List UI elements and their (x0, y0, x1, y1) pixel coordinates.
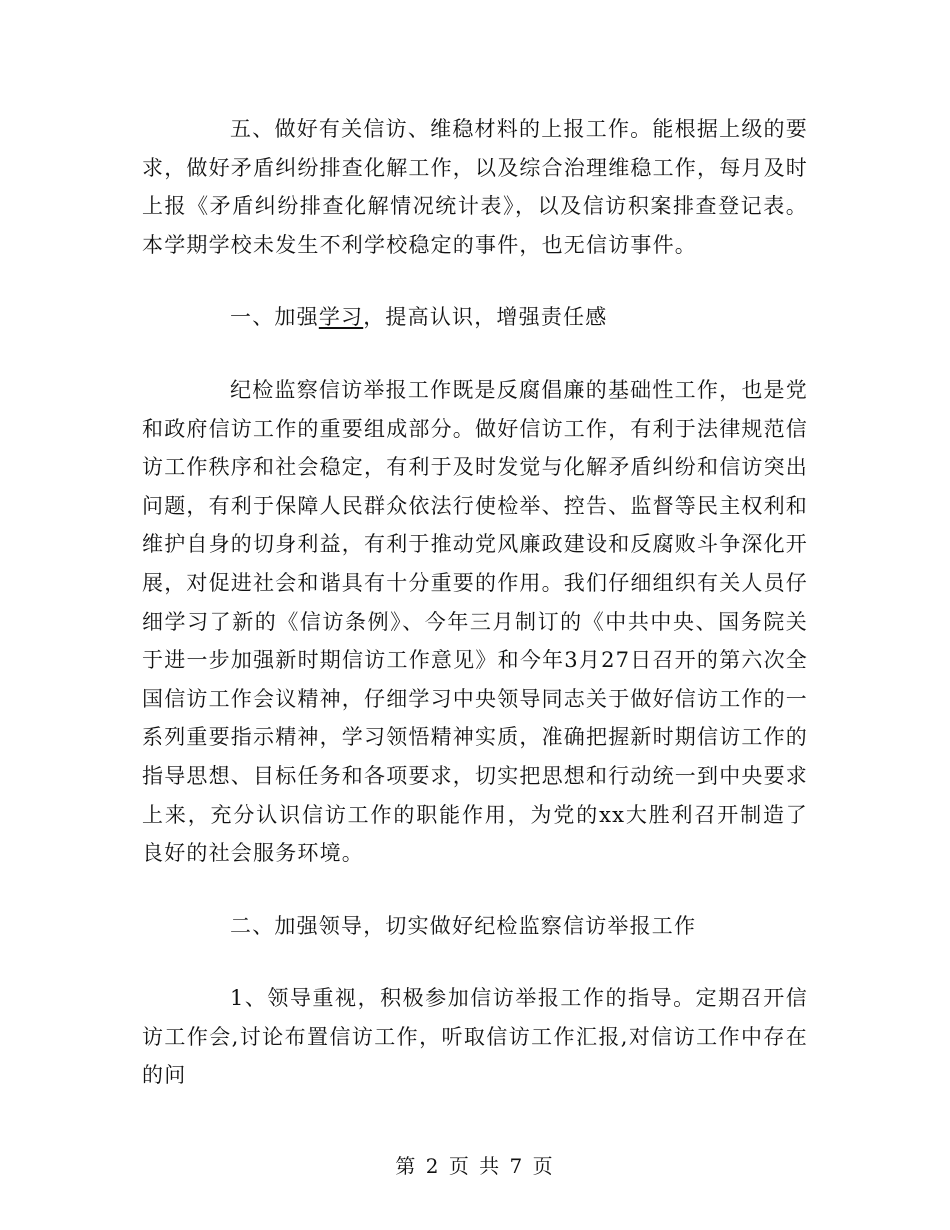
page-number-footer: 第 2 页 共 7 页 (395, 1154, 555, 1178)
paragraph-leadership-attention: 1、领导重视，积极参加信访举报工作的指导。定期召开信访工作会,讨论布置信访工作，听取信访工作汇报,对信访工作中存在的问 (142, 986, 808, 1088)
document-body (142, 110, 808, 1095)
study-link[interactable]: 学习 (318, 305, 364, 330)
heading-text-end: ，提高认识，增强责任感 (363, 305, 608, 330)
paragraph-report-materials: 五、做好有关信访、维稳材料的上报工作。能根据上级的要求，做好矛盾纠纷排查化解工作，以及综合治理维稳工作，每月及时上报《矛盾纠纷排查化解情况统计表》，以及信访积案排查登记表。本学期学校未发生不利学校稳定的事件，也无信访事件。 (142, 117, 808, 257)
section-heading-study (142, 298, 808, 337)
paragraph-petition-work: 纪检监察信访举报工作既是反腐倡廉的基础性工作，也是党和政府信访工作的重要组成部分。做好信访工作，有利于法律规范信访工作秩序和社会稳定，有利于及时发觉与化解矛盾纠纷和信访突出问题，有利于保障人民群众依法行使检举、控告、监督等民主权利和维护自身的切身利益，有利于推动党风廉政建设和反腐败斗争深化开展，对促进社会和谐具有十分重要的作用。我们仔细组织有关人员仔细学习了新的《信访条例》、今年三月制订的《中共中央、国务院关于进一步加强新时期信访工作意见》和今年3月27日召开的第六次全国信访工作会议精神，仔细学习中央领导同志关于做好信访工作的一系列重要指示精神，学习领悟精神实质，准确把握新时期信访工作的指导思想、目标任务和各项要求，切实把思想和行动统一到中央要求上来，充分认识信访工作的职能作用，为党的xx大胜利召开制造了良好的社会服务环境。 (142, 377, 808, 866)
heading-text-start: 一、加强 (230, 305, 319, 330)
section-heading-leadership: 二、加强领导，切实做好纪检监察信访举报工作 (230, 913, 697, 938)
